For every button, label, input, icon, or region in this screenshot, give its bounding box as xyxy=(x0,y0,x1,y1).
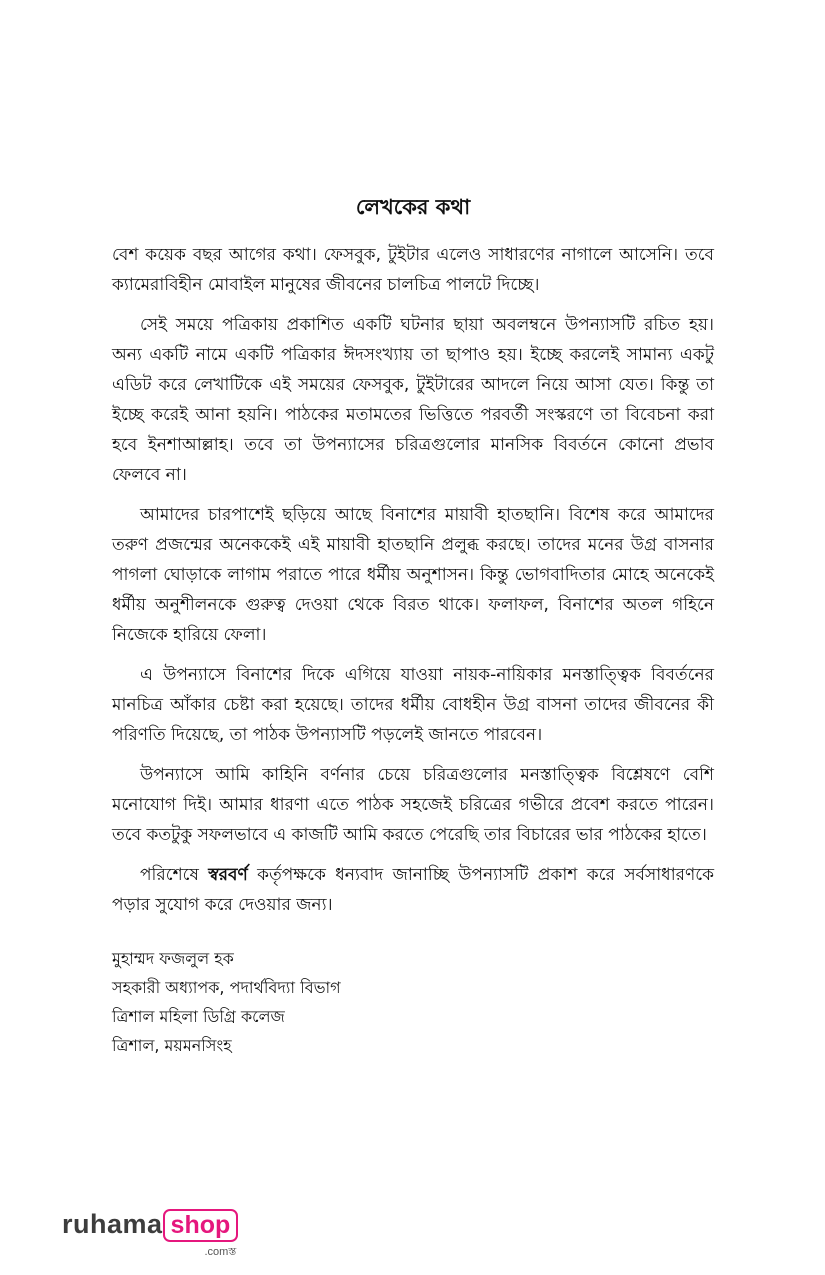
logo-domain xyxy=(205,1243,237,1262)
author-name: মুহাম্মদ ফজলুল হক xyxy=(112,949,234,968)
paragraph-6-before: পরিশেষে xyxy=(140,865,209,885)
logo-domain-glyph: স্ত xyxy=(228,1246,237,1258)
signature-block xyxy=(112,944,714,1060)
paragraph-6-after: কর্তৃপক্ষকে ধন্যবাদ জানাচ্ছি উপন্যাসটি প্রকাশ করে সর্বসাধারণকে পড়ার সুযোগ করে দেওয়ার জন্য। xyxy=(112,865,714,915)
paragraph-4: এ উপন্যাসে বিনাশের দিকে এগিয়ে যাওয়া নায়ক-নায়িকার মনস্তাত্ত্বিক বিবর্তনের মানচিত্র আঁকার চেষ্টা করা হয়েছে। তাদের ধর্মীয় বোধহীন উগ্র বাসনা তাদের জীবনের কী পরিণতি দিয়েছে, তা পাঠক উপন্যাসটি পড়লেই জানতে পারবেন। xyxy=(112,665,714,745)
paragraph-5: উপন্যাসে আমি কাহিনি বর্ণনার চেয়ে চরিত্রগুলোর মনস্তাত্ত্বিক বিশ্লেষণে বেশি মনোযোগ দিই। আমার ধারণা এতে পাঠক সহজেই চরিত্রের গভীরে প্রবেশ করতে পারেন। তবে কতটুকু সফলভাবে এ কাজটি আমি করতে পেরেছি তার বিচারের ভার পাঠকের হাতে। xyxy=(112,765,714,845)
logo-domain-text: .com xyxy=(204,1246,229,1258)
paragraph-3: আমাদের চারপাশেই ছড়িয়ে আছে বিনাশের মায়াবী হাতছানি। বিশেষ করে আমাদের তরুণ প্রজন্মের অনেককেই এই মায়াবী হাতছানি প্রলুব্ধ করছে। তাদের মনের উগ্র বাসনার পাগলা ঘোড়াকে লাগাম পরাতে পারে ধর্মীয় অনুশাসন। কিন্তু ভোগবাদিতার মোহে অনেকেই ধর্মীয় অনুশীলনকে গুরুত্ব দেওয়া থেকে বিরত থাকে। ফলাফল, বিনাশের অতল গহিনে নিজেকে হারিয়ে ফেলা। xyxy=(112,505,714,645)
author-location: ত্রিশাল, ময়মনসিংহ xyxy=(112,1036,232,1055)
ruhamashop-logo xyxy=(62,1209,238,1262)
author-position: সহকারী অধ্যাপক, পদার্থবিদ্যা বিভাগ xyxy=(112,978,341,997)
document-page xyxy=(112,190,714,1060)
paragraph-6 xyxy=(112,860,714,920)
paragraph-2: সেই সময়ে পত্রিকায় প্রকাশিত একটি ঘটনার ছায়া অবলম্বনে উপন্যাসটি রচিত হয়। অন্য একটি নামে একটি পত্রিকার ঈদসংখ্যায় তা ছাপাও হয়। ইচ্ছে করলেই সামান্য একটু এডিট করে লেখাটিকে এই সময়ের ফেসবুক, টুইটারের আদলে নিয়ে আসা যেত। কিন্তু তা ইচ্ছে করেই আনা হয়নি। পাঠকের মতামতের ভিত্তিতে পরবর্তী সংস্করণে তা বিবেচনা করা হবে ইনশাআল্লাহ। তবে তা উপন্যাসের চরিত্রগুলোর মানসিক বিবর্তনে কোনো প্রভাব ফেলবে না। xyxy=(112,315,714,485)
author-institution: ত্রিশাল মহিলা ডিগ্রি কলেজ xyxy=(112,1007,285,1026)
logo-brand-text: ruhama xyxy=(62,1209,163,1239)
logo-shop-box xyxy=(163,1209,239,1262)
page-title: লেখকের কথা xyxy=(355,195,471,219)
publisher-name: স্বরবর্ণ xyxy=(208,865,248,885)
logo-shop-text: shop xyxy=(163,1209,239,1242)
paragraph-1: বেশ কয়েক বছর আগের কথা। ফেসবুক, টুইটার এলেও সাধারণের নাগালে আসেনি। তবে ক্যামেরাবিহীন মোবাইল মানুষের জীবনের চালচিত্র পালটে দিচ্ছে। xyxy=(112,245,714,295)
